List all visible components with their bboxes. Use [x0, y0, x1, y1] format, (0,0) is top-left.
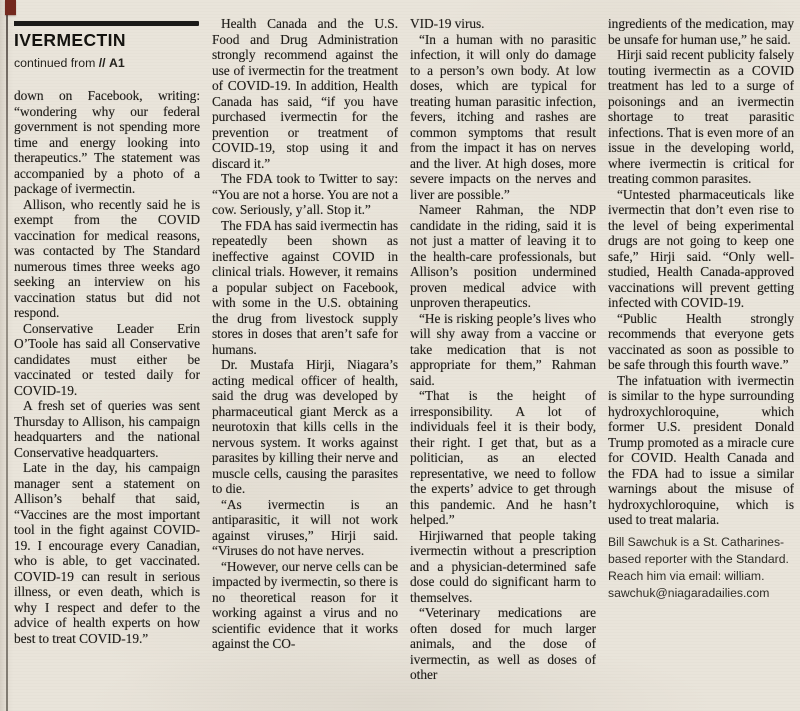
article-paragraph: “However, our nerve cells can be impacted by ivermectin, so there is no theoretical reason for it working against a virus and no scientific evidence that it works against the CO- — [212, 558, 398, 651]
article-paragraph: Conservative Leader Erin O’Toole has said all Conservative candidates must either be vaccinated or tested daily for COVID-19. — [14, 320, 200, 398]
article-paragraph: Dr. Mustafa Hirji, Niagara’s acting medical officer of health, said the drug was developed by pharmaceutical giant Merck as a neurotoxin that kills cells in the nervous system. It works against parasites by killing their nerve and muscle cells, causing the parasites to die. — [212, 357, 398, 496]
article-paragraph: ingredients of the medication, may be unsafe for human use,” he said. — [608, 16, 794, 47]
headline: IVERMECTIN — [14, 30, 126, 50]
article-header — [14, 0, 200, 88]
continued-page-ref: A1 — [109, 56, 125, 70]
article-paragraph: “He is risking people’s lives who will shy away from a vaccine or take medication that is not appropriate for them,” Rahman said. — [410, 310, 596, 388]
byline-line: Bill Sawchuk is a St. Catharines- — [608, 534, 785, 549]
headline-rule — [14, 21, 199, 26]
article-paragraph: A fresh set of queries was sent Thursday to Allison, his campaign headquarters and the national Conservative headquarters. — [14, 398, 200, 460]
article-paragraph: Health Canada and the U.S. Food and Drug Administration strongly recommend against the use of ivermectin for the treatment of COVID-19. In addition, Health Canada has said, “if you have purchased ivermectin for the prevention or treatment of COVID-19, stop using it and discard it.” — [212, 16, 398, 171]
article-paragraph: down on Facebook, writing: “wondering why our federal government is not spending more time and energy looking into therapeutics.” The statement was accompanied by a photo of a package of ivermectin. — [14, 88, 200, 196]
article-paragraph: Nameer Rahman, the NDP candidate in the riding, said it is not just a matter of leaving it to the health-care professionals, but Allison’s position undermined proven medical advice with unproven therapeutics. — [410, 202, 596, 310]
column-2-text — [212, 16, 398, 652]
article-paragraph: Allison, who recently said he is exempt from the COVID vaccination for medical reasons, was contacted by The Standard numerous times three weeks ago seeking an interview on his vaccination status but did not respond. — [14, 196, 200, 320]
article-paragraph: The infatuation with ivermectin is similar to the hype surrounding hydroxychloroquine, which former U.S. president Donald Trump promoted as a miracle cure for COVID. Health Canada and the FDA had to issue a similar warnings about the misuse of hydroxychloroquine, which is used to treat malaria. — [608, 372, 794, 527]
column-1-text — [14, 88, 200, 646]
continued-from-line — [14, 56, 125, 70]
article-paragraph: “Veterinary medications are often dosed for much larger animals, and the dose of ivermectin, as well as doses of other — [410, 605, 596, 682]
article-paragraph: VID-19 virus. — [410, 16, 485, 31]
column-3-text — [410, 16, 596, 683]
article-paragraph: Hirji said recent publicity falsely touting ivermectin as a COVID treatment has led to a surge of poisonings and an ivermectin shortage to treat parasitic infections. That is even more of an issue in the developing world, where ivermectin is critical for treating common parasites. — [608, 47, 794, 186]
continued-from-text: continued from — [14, 56, 96, 70]
byline-line: based reporter with the Standard. — [608, 551, 789, 566]
column-4-text — [608, 16, 794, 602]
article-paragraph: “Public Health strongly recommends that everyone gets vaccinated as soon as possible to be safe through this fourth wave.” — [608, 310, 794, 372]
byline-line: Reach him via email: william. — [608, 568, 765, 583]
article-column-4 — [608, 0, 794, 711]
article-paragraph: “That is the height of irresponsibility. A lot of individuals feel it is their body, their right. I get that, but as a politician, as an elected representative, we need to follow the experts’ advice to get through this pandemic. And he hasn’t helped.” — [410, 388, 596, 527]
article-column-1 — [14, 0, 200, 711]
article-paragraph: “As ivermectin is an antiparasitic, it will not work against viruses,” Hirji said. “Viruses do not have nerves. — [212, 496, 398, 558]
page-edge-rule — [6, 0, 8, 711]
byline-line: sawchuk@niagaradailies.com — [608, 585, 770, 600]
article-paragraph: The FDA took to Twitter to say: “You are not a horse. You are not a cow. Seriously, y’all. Stop it.” — [212, 171, 398, 217]
article-paragraph: Late in the day, his campaign manager sent a statement on Allison’s behalf that said, “Vaccines are the most important tool in the fight against COVID-19. I encourage every Canadian, who is able, to get vaccinated. COVID-19 can result in serious illness, or even death, which is why I respect and defer to the advice of health experts on how best to treat COVID-19.” — [14, 460, 200, 646]
article-paragraph: The FDA has said ivermectin has repeatedly been shown as ineffective against COVID in clinical trials. However, it remains a popular subject on Facebook, with some in the U.S. obtaining the drug from livestock supply stores in doses that aren’t safe for humans. — [212, 217, 398, 357]
article-paragraph: “Untested pharmaceuticals like ivermectin that don’t even rise to the level of being experimental drugs are not going to keep one safe,” Hirji said. “Only well-studied, Health Canada-approved vaccinations will prevent getting infected with COVID-19. — [608, 186, 794, 310]
article-paragraph: “In a human with no parasitic infection, it will only do damage to a person’s own body. At low doses, which are typical for treating human parasitic infection, fevers, itching and rashes are common symptoms that result from the impact it has on nerves and the liver. At high doses, more severe impacts on the nerves and liver are possible.” — [410, 31, 596, 202]
article-column-2 — [212, 0, 398, 711]
article-paragraph: Hirjiwarned that people taking ivermectin without a prescription and a physician-determined safe dose could do significant harm to themselves. — [410, 527, 596, 605]
continued-slashes: // — [98, 56, 106, 70]
article-column-3 — [410, 0, 596, 711]
